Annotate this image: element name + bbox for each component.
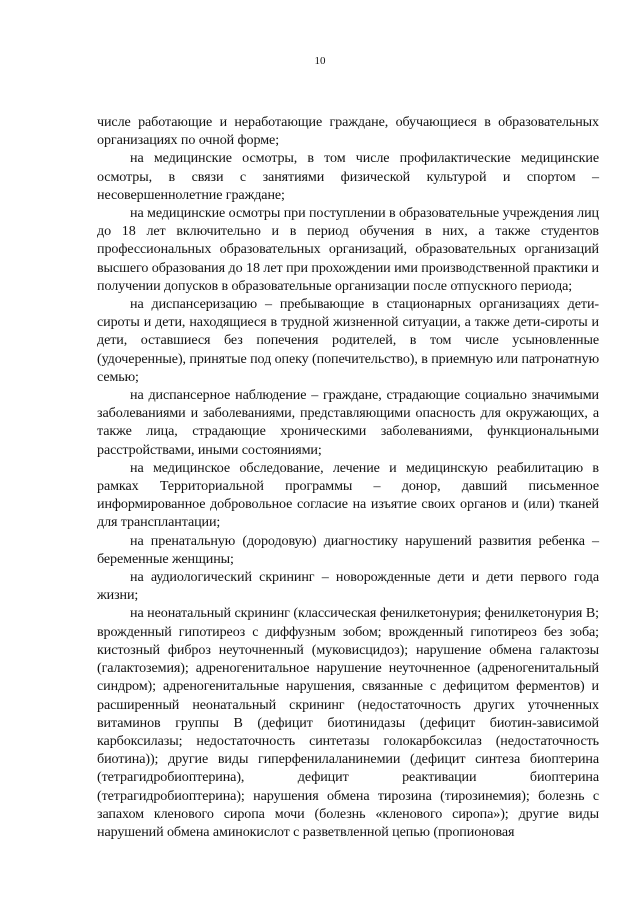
paragraph-neonatal-screening: на неонатальный скрининг (классическая фенилкетонурия; фенилкетонурия B; врожденный гипотиреоз с диффузным зобом; врожденный гипотиреоз без зоба; кистозный фиброз неуточненный (муковисцидоз); нарушение обмена галактозы (галактоземия); адреногенитальное нарушение неуточненное (адреногенитальный синдром); адреногенитальные нарушения, связанные с дефицитом ферментов) и расширенный неонатальный скрининг (недостаточность других уточненных витаминов группы B (дефицит биотинидазы (дефицит биотин-зависимой карбоксилазы; недостаточность синтетазы голокарбоксилаз (недостаточность биотина)); другие виды гиперфенилаланинемии (дефицит синтеза биоптерина (тетрагидробиоптерина), дефицит реактивации биоптерина (тетрагидробиоптерина); нарушения обмена тирозина (тирозинемия); болезнь с запахом кленового сиропа мочи (болезнь «кленового сиропа»); другие виды нарушений обмена аминокислот с разветвленной цепью (пропионовая bbox=[97, 605, 599, 840]
document-body bbox=[97, 113, 599, 841]
paragraph-prenatal-diagnostics: на пренатальную (дородовую) диагностику нарушений развития ребенка – беременные женщины; bbox=[97, 532, 599, 567]
paragraph-continued: числе работающие и неработающие граждане, обучающиеся в образовательных организациях по очной форме; bbox=[97, 114, 599, 149]
paragraph-audiological-screening: на аудиологический скрининг – новорожденные дети и дети первого года жизни; bbox=[97, 569, 599, 604]
paragraph-donor-examination: на медицинское обследование, лечение и медицинскую реабилитацию в рамках Территориальной программы – донор, давший письменное информированное добровольное согласие на изъятие своих органов и (или) тканей для трансплантации; bbox=[97, 459, 599, 531]
paragraph-admission-examinations: на медицинские осмотры при поступлении в образовательные учреждения лиц до 18 лет включительно и в период обучения в них, а также студентов профессиональных образовательных организаций, образовательных организаций высшего образования до 18 лет при прохождении ими производственной практики и получении допусков в образовательные организации после отпускного периода; bbox=[97, 205, 599, 294]
page-number: 10 bbox=[314, 55, 326, 67]
paragraph-medical-examinations: на медицинские осмотры, в том числе профилактические медицинские осмотры, в связи с занятиями физической культурой и спортом – несовершеннолетние граждане; bbox=[97, 150, 599, 203]
paragraph-dispensary-observation: на диспансерное наблюдение – граждане, страдающие социально значимыми заболеваниями и заболеваниями, представляющими опасность для окружающих, а также лица, страдающие хроническими заболеваниями, функциональными расстройствами, иными состояниями; bbox=[97, 387, 599, 458]
paragraph-dispensarization: на диспансеризацию – пребывающие в стационарных организациях дети-сироты и дети, находящиеся в трудной жизненной ситуации, а также дети-сироты и дети, оставшиеся без попечения родителей, в том числе усыновленные (удочеренные), принятые под опеку (попечительство), в приемную или патронатную семью; bbox=[97, 296, 599, 385]
